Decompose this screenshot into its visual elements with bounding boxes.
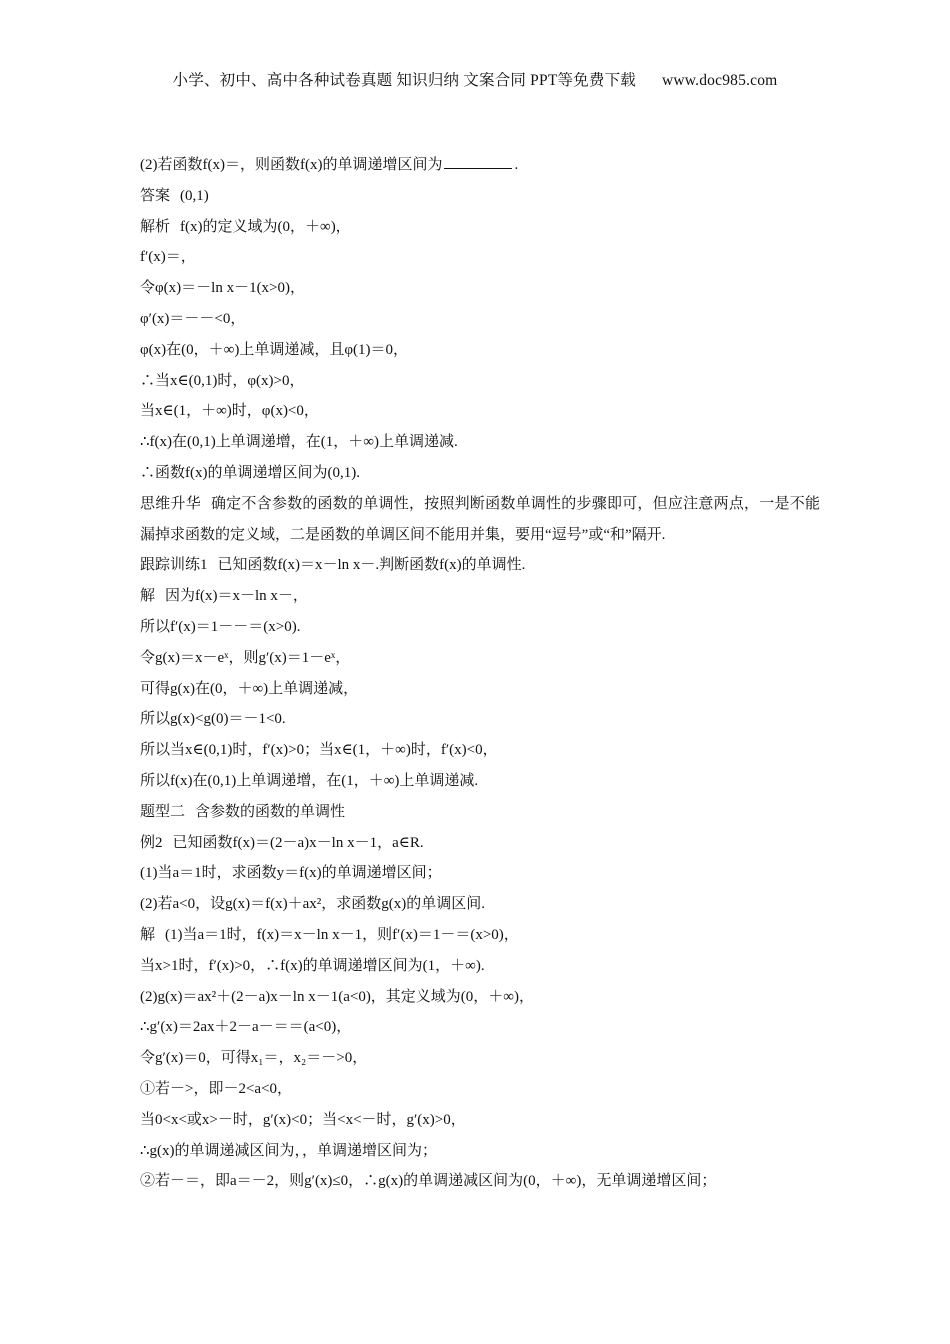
text-line: 所以f(x)在(0,1)上单调递增，在(1，＋∞)上单调递减. xyxy=(140,772,479,789)
example-line: 例2 已知函数f(x)＝(2－a)x－ln x－1，a∈R. xyxy=(140,834,424,851)
text-line: ∴g(x)的单调递减区间为，，单调递增区间为； xyxy=(140,1142,438,1159)
text-line: (2)g(x)＝ax²＋(2－a)x－ln x－1(a<0)，其定义域为(0，＋∞)， xyxy=(140,988,534,1005)
analysis-line: 解析 f(x)的定义域为(0，＋∞)， xyxy=(140,218,351,235)
text-line: 令g(x)＝x－eˣ，则g′(x)＝1－eˣ， xyxy=(140,649,351,666)
answer-label: 答案 xyxy=(140,187,171,204)
solution-label: 解 xyxy=(140,926,156,943)
text-line: (1)当a＝1时，求函数y＝f(x)的单调递增区间； xyxy=(140,865,442,882)
answer-line: 答案 (0,1) xyxy=(140,187,209,204)
section-heading: 题型二 含参数的函数的单调性 xyxy=(140,803,346,820)
text-line: 所以g(x)<g(0)＝－1<0. xyxy=(140,711,286,728)
text-line: 当0<x<或x>－时，g′(x)<0；当<x<－时，g′(x)>0， xyxy=(140,1111,466,1128)
text-line: φ(x)在(0，＋∞)上单调递减，且φ(1)＝0， xyxy=(140,341,408,358)
text-line: φ′(x)＝－－<0， xyxy=(140,310,246,327)
document-body xyxy=(140,150,820,1197)
text-line: 令φ(x)＝－ln x－1(x>0)， xyxy=(140,280,306,297)
text-line: ①若－>，即－2<a<0， xyxy=(140,1080,293,1097)
example-label: 例2 xyxy=(140,834,163,851)
exercise-line: 跟踪训练1 已知函数f(x)＝x－ln x－.判断函数f(x)的单调性. xyxy=(140,557,526,574)
text-line: (2)若函数f(x)＝，则函数f(x)的单调递增区间为 . xyxy=(140,150,820,181)
text-line: ∴g′(x)＝2ax＋2－a－＝＝(a<0)， xyxy=(140,1019,352,1036)
solution-line: 解 因为f(x)＝x－ln x－， xyxy=(140,588,308,605)
text-line: ∴f(x)在(0,1)上单调递增，在(1，＋∞)上单调递减. xyxy=(140,434,458,451)
text-line: f′(x)＝， xyxy=(140,249,196,266)
analysis-label: 解析 xyxy=(140,218,171,235)
text-line: 所以当x∈(0,1)时，f′(x)>0；当x∈(1，＋∞)时，f′(x)<0， xyxy=(140,742,498,759)
text-line: ∴函数f(x)的单调递增区间为(0,1). xyxy=(140,464,360,481)
header-site: www.doc985.com xyxy=(661,72,778,89)
solution-label: 解 xyxy=(140,588,156,605)
exercise-label: 跟踪训练1 xyxy=(140,557,208,574)
text-line: (2)若a<0，设g(x)＝f(x)＋ax²，求函数g(x)的单调区间. xyxy=(140,896,485,913)
text-line: ②若－＝，即a＝－2，则g′(x)≤0，∴g(x)的单调递减区间为(0，＋∞)，无单调递增区间； xyxy=(140,1173,717,1190)
text-line: 令g′(x)＝0，可得x₁＝，x₂＝－>0， xyxy=(140,1050,368,1067)
summary-paragraph: 思维升华 确定不含参数的函数的单调性，按照判断函数单调性的步骤即可，但应注意两点，一是不能漏掉求函数的定义域，二是函数的单调区间不能用并集，要用“逗号”或“和”隔开. xyxy=(140,495,820,543)
text-line: ∴当x∈(0,1)时，φ(x)>0， xyxy=(140,372,305,389)
text-line: 所以f′(x)＝1－－＝(x>0). xyxy=(140,618,301,635)
header-text: 小学、初中、高中各种试卷真题 知识归纳 文案合同 PPT等免费下载 xyxy=(172,72,636,89)
solution-line: 解 (1)当a＝1时，f(x)＝x－ln x－1，则f′(x)＝1－＝(x>0)， xyxy=(140,926,519,943)
summary-label: 思维升华 xyxy=(140,495,201,512)
text-line: 当x>1时，f′(x)>0，∴f(x)的单调递增区间为(1，＋∞). xyxy=(140,957,485,974)
text-line: 可得g(x)在(0，＋∞)上单调递减， xyxy=(140,680,359,697)
answer-blank xyxy=(444,154,512,169)
section-label: 题型二 xyxy=(140,803,186,820)
page-header xyxy=(0,68,950,90)
text-line: 当x∈(1，＋∞)时，φ(x)<0， xyxy=(140,403,319,420)
